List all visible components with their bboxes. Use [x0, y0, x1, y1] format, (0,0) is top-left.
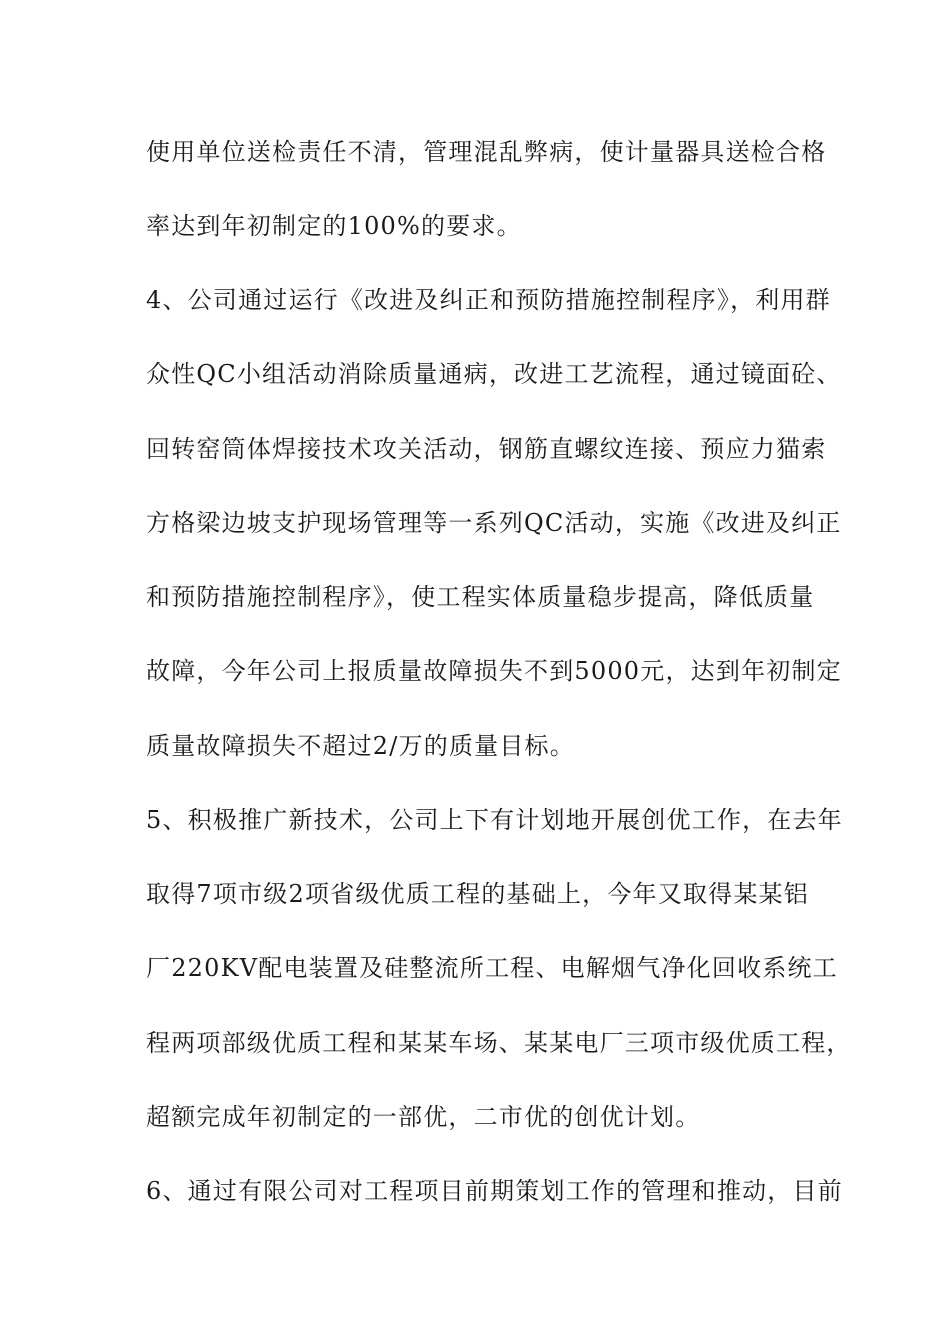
text-line: 众性QC小组活动消除质量通病，改进工艺流程，通过镜面砼、 [146, 360, 842, 388]
text-line: 取得7项市级2项省级优质工程的基础上，今年又取得某某铝 [146, 880, 809, 908]
text-line: 率达到年初制定的100%的要求。 [146, 212, 522, 240]
text-line: 厂220KV配电装置及硅整流所工程、电解烟气净化回收系统工 [146, 954, 838, 982]
text-line: 6、通过有限公司对工程项目前期策划工作的管理和推动，目前 [146, 1177, 843, 1205]
text-line: 质量故障损失不超过2/万的质量目标。 [146, 732, 575, 760]
text-line: 故障，今年公司上报质量故障损失不到5000元，达到年初制定 [146, 657, 842, 685]
text-line: 超额完成年初制定的一部优，二市优的创优计划。 [146, 1103, 701, 1131]
text-line: 5、积极推广新技术，公司上下有计划地开展创优工作，在去年 [146, 806, 843, 834]
text-line: 程两项部级优质工程和某某车场、某某电厂三项市级优质工程， [146, 1029, 852, 1057]
text-line: 方格梁边坡支护现场管理等一系列QC活动，实施《改进及纠正 [146, 509, 842, 537]
text-line: 和预防措施控制程序》，使工程实体质量稳步提高，降低质量 [146, 583, 815, 611]
text-line: 4、公司通过运行《改进及纠正和预防措施控制程序》，利用群 [146, 286, 831, 314]
text-line: 回转窑筒体焊接技术攻关活动，钢筋直螺纹连接、预应力猫索 [146, 435, 827, 463]
text-line: 使用单位送检责任不清，管理混乱弊病，使计量器具送检合格 [146, 138, 827, 166]
